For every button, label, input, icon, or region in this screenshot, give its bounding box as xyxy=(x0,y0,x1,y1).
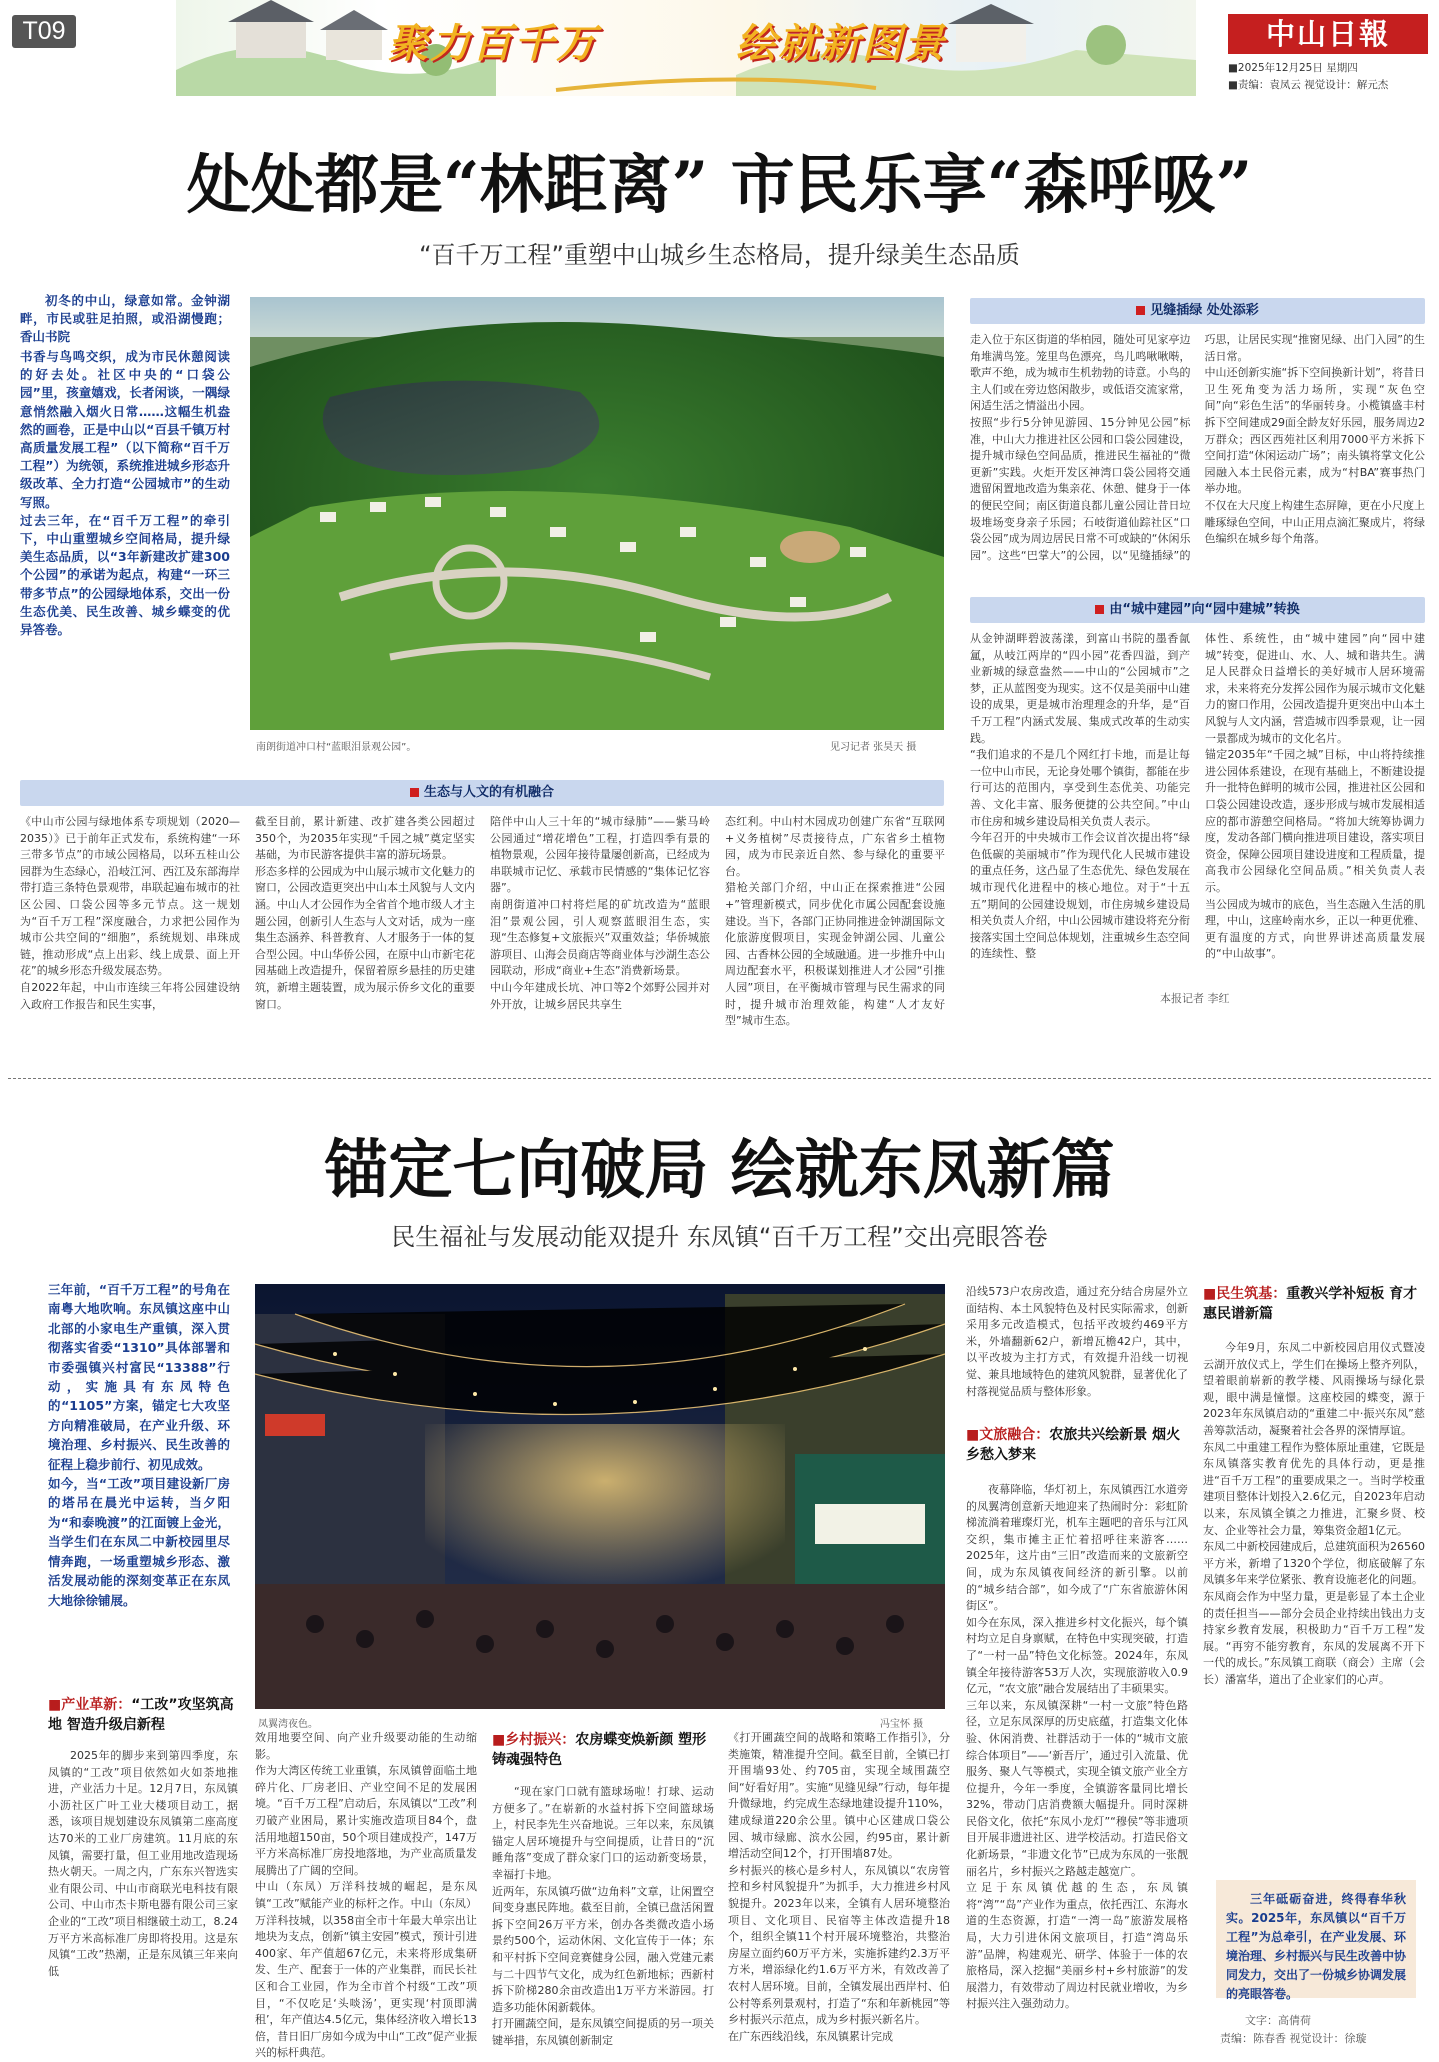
article1-section1-heading xyxy=(970,298,1425,324)
quarry-lake-park-image xyxy=(250,297,944,730)
article1-lead-body: 书香与鸟鸣交织，成为市民休憩阅读的好去处。社区中央的“口袋公园”里，孩童嬉戏，长者闲谈，一隅绿意悄然融入烟火日常……这幅生机盎然的画卷，正是中山以“百县千镇万村高质量发展工程”（以下简称“百千万工程”）为统领，系统推进城乡形态升级改革、全力打造“公园城市”的生动写照。 过去三年，在“百千万工程”的牵引下，中山重塑城乡空间格局，提升绿美生态品质，以“3年新建改扩建300个公园”的承诺为起点，构建“一环三带多节点”的公园绿地体系，交出一份生态优美、民生改善、城乡蝶变的优异答卷。 xyxy=(20,349,230,638)
article2-photo-credit: 冯宝怀 摄 xyxy=(880,1719,924,1730)
header-banner xyxy=(176,0,1196,96)
article2-mid-col2: 《打开圃蔬空间的战略和策略工作指引》，分类施策，精准提升空间。截至目前，全镇已打开围墙93处、约705亩，实现全域围蔬空间“好看好用”。实施“见缝见绿”行动，每年提升微绿地，约完成生态绿地建设提升110%，建成绿道220余公里。镇中心区建成口袋公园、城市绿廊、滨水公园，约95亩，累计新增活动空间12个，打开围墙87处。 乡村振兴的核心是乡村人，东凤镇以“农房管控和乡村风貌提升”为抓手，大力推进乡村风貌提升。2023年以来，全镇有人居环境整治项目、文化项目、民宿等主体改造提升18个，组织全镇11个村开展环境整治，共整治房屋立面约60万平方米，实施拆建约2.3万平方米，增添绿化约1.6万平方米，有效改善了农村人居环境。目前，全镇发展出西岸村、伯公村等系列景观村，打造了“东和年新桃园”等乡村振兴示范点，成为乡村振兴新名片。 在广东西线沿线，东凤镇累计完成 xyxy=(728,1731,950,2043)
article2-culture-body: 夜幕降临，华灯初上，东凤镇西江水道旁的凤翼湾创意新天地迎来了热闹时分：彩虹阶梯流淌着璀璨灯光，机车主题吧的音乐与江风交织，集市摊主正忙着招呼往来游客……2025年，这片由“三旧”改造而来的文旅新空间，成为东凤镇夜间经济的新引擎。以前的“城乡结合部”，如今成了“广东省旅游休闲街区”。 如今在东凤，深入推进乡村文化振兴，每个镇村均立足自身禀赋，在特色中实现突破，打造了“一村一品”特色文化标签。2024年，东凤镇全年接待游客53万人次，实现旅游收入0.9亿元，“农文旅”融合发展结出了丰硕果实。 三年以来，东凤镇深耕“一村一文旅”特色路径，立足东凤深厚的历史底蕴，打造集文化体验、休闲消费、社群活动于一体的“城市文旅综合体项目”——‘新吾厅’，通过引入流量、优服务、聚人气等模式，实现全镇文旅产业全方位提升，今年一季度，全镇游客量同比增长32%，带动门店消费额大幅提升。同时深耕民俗文化，依托“东凤小龙灯”“穆侯”等非遗项目开展非遗进社区、进学校活动。打造民俗文化新场景，“非遗文化节”已成为东凤的一张靓丽名片，乡村振兴之路越走越宽广。 立足于东凤镇优越的生态，东凤镇将“湾”“岛”产业作为重点，依托西江、东海水道的生态资源，打造“一湾一岛”旅游发展格局，大力引进休闲文旅项目，打造“湾岛乐游”品牌，构建观光、研学、体验于一体的农旅格局，深入挖掘“美丽乡村+乡村旅游”的发展潜力，有效带动了周边村民就业增收，为乡村振兴注入强劲动力。 xyxy=(966,1483,1188,2011)
article2-author: 文字：高倩荷 xyxy=(1245,2014,1311,2027)
red-square-icon xyxy=(1136,306,1145,315)
night-street-image xyxy=(255,1284,945,1709)
red-square-icon xyxy=(410,788,419,797)
article2-subtitle: 民生福祉与发展动能双提升 东凤镇“百千万工程”交出亮眼答卷 xyxy=(391,1223,1048,1251)
article2-editor: 责编：陈春香 视觉设计：徐璇 xyxy=(1220,2032,1367,2045)
article2-industry-heading xyxy=(48,1695,238,1735)
article1-headline: 处处都是“林距离” 市民乐享“森呼吸” xyxy=(186,148,1253,223)
article2-closing-box xyxy=(1216,1880,1416,2001)
section-heading-text: 见缝插绿 处处添彩 xyxy=(1150,303,1259,318)
banner-landscape-illustration xyxy=(176,0,1196,96)
banner-slogan-right: 绘就新图景 xyxy=(736,21,946,67)
article-divider xyxy=(8,1078,1431,1079)
banner-slogan-left: 聚力百千万 xyxy=(388,21,598,67)
section-heading-text: 生态与人文的有机融合 xyxy=(423,785,554,800)
section-title: “工改”攻坚筑高地 智造升级启新程 xyxy=(48,1697,234,1733)
article2-rural-body: “现在家门口就有篮球场啦！打球、运动方便多了。”在崭新的水益村拆下空间篮球场上，村民李先生兴奋地说。三年以来，东凤镇锚定人居环境提升与空间提质，让昔日的“沉睡角落”变成了群众家门口的运动新变场景，幸福打卡地。 近两年，东凤镇巧做“边角料”文章，让闲置空间变身惠民阵地。截至目前，全镇已盘活闲置拆下空间26万平方米，创办各类微改造小场景约500个，运动休闲、文化宣传于一体；东和平村拆下空间竞赛健身公园，融入党建元素与二十四节气文化，成为红色新地标；西新村拆下阶梯280余亩改造出1万平方米游园。打造多功能休闲新载体。 打开圃蔬空间，是东凤镇空间提质的另一项关键举措，东凤镇创新制定 xyxy=(492,1785,714,2047)
section-tag: ■乡村振兴： xyxy=(492,1732,576,1748)
section-heading-text: 由“城中建园”向“园中建城”转换 xyxy=(1109,602,1300,617)
article1-section2-body-b: 体性、系统性，由“城中建园”向“园中建城”转变，促进山、水、人、城和谐共生。满足人民群众日益增长的美好城市人居环境需求，未来将充分发挥公园作为展示城市文化魅力的窗口作用，公园改造提升更突出中山本土风貌与人文内涵，营造城市四季景观，让一园一景都成为城市的文化名片。 锚定2035年“千园之城”目标，中山将持续推进公园体系建设，在现有基础上，不断建设提升一批特色鲜明的城市公园，推进社区公园和口袋公园建设改造，逐步形成与城市发展相适应的都市游憩空间格局。“将加大统筹协调力度，发动各部门横向推进项目建设，落实项目资金，保障公园项目建设进度和工程质量，提高我市公园绿化空间品质。”相关负责人表示。 当公园成为城市的底色，当生态融入生活的肌理，中山，这座岭南水乡，正以一种更优雅、更有温度的方式，向世界讲述高质量发展的“中山故事”。 xyxy=(1205,632,1425,961)
section-title: 农旅共兴绘新景 烟火乡愁入梦来 xyxy=(966,1427,1181,1463)
article1-section3-col4: 态红利。中山村木园成功创建广东省“互联网+义务植树”尽责接待点，广东省乡土植物园，成为市民亲近自然、参与绿化的重要平台。 猎枪关部门介绍，中山正在探索推进“公园+”管理新模式，同步优化市属公园配套设施建设。当下，各部门正协同推进金钟湖国际文化旅游度假项目，实现金钟湖公园、儿童公园、古香林公园的全域融通。进一步推升中山周边配套水平，积极谋划推进人才公园“引推人园”项目，在平衡城市管理与民生需求的同时，提升城市治理效能，构建“人才友好型”城市生态。 xyxy=(725,815,945,1028)
article1-byline: 本报记者 李红 xyxy=(1160,992,1230,1005)
article2-closing-text: 三年砥砺奋进，终得春华秋实。2025年，东凤镇以“百千万工程”为总牵引，在产业发展、环境治理、乡村振兴与民生改善中协同发力，交出了一份城乡协调发展的亮眼答卷。 xyxy=(1226,1892,1407,2001)
article1-photo-caption: 南朗街道冲口村“蓝眼泪景观公园”。 xyxy=(256,742,417,753)
article1-photo xyxy=(250,297,944,730)
article2-rural-heading xyxy=(492,1730,714,1770)
article1-section2-heading xyxy=(970,597,1425,623)
newspaper-masthead: 中山日報 xyxy=(1228,14,1428,54)
article1-photo-credit: 见习记者 张昊天 摄 xyxy=(830,742,917,753)
section-title: 农房蝶变焕新颜 塑形铸魂强特色 xyxy=(492,1732,707,1768)
article2-headline: 锚定七向破局 绘就东凤新篇 xyxy=(324,1133,1115,1208)
article2-lead: 三年前，“百千万工程”的号角在南粤大地吹响。东凤镇这座中山北部的小家电生产重镇，深入贯彻落实省委“1310”具体部署和市委强镇兴村富民“13388”行动，实施具有东凤特色的“1105”方案，锚定七大攻坚方向精准破局，在产业升级、环境治理、乡村振兴、民生改善的征程上稳步前行、初见成效。 如今，当“工改”项目建设新厂房的塔吊在晨光中运转，当夕阳为“和泰晚渡”的江面镀上金光，当学生们在东凤二中新校园里尽情奔跑，一场重塑城乡形态、激活发展动能的深刻变革正在东凤大地徐徐铺展。 xyxy=(48,1282,230,1608)
section-title: 重教兴学补短板 育才惠民谱新篇 xyxy=(1203,1286,1418,1322)
article1-section2-body-a: 从金钟湖畔碧波荡漾，到富山书院的墨香氤氲，从岐江两岸的“四小园”花香四溢，到产业新城的绿意盎然——中山的“公园城市”之梦，正从蓝图变为现实。这不仅是美丽中山建设的成果，更是城市治理理念的升华，是“百千万工程”内涵式发展、集成式改革的生动实践。 “我们追求的不是几个网红打卡地，而是让每一位中山市民，无论身处哪个镇街，都能在步行可达的范围内，享受到生态优美、功能完善、文化丰富、服务便捷的公共空间。”中山市住房和城乡建设局相关负责人表示。 今年召开的中央城市工作会议首次提出将“绿色低碳的美丽城市”作为现代化人民城市建设的重点任务，这凸显了生态优先、绿色发展在城市现代化进程中的核心地位。对于“十五五”期间的公园建设规划，市住房城乡建设局相关负责人介绍，中山公园城市建设将充分衔接落实国土空间总体规划，注重城乡生态空间的连续性、整 xyxy=(970,632,1190,961)
page-number-badge: T09 xyxy=(12,15,76,48)
article2-industry-body: 2025年的脚步来到第四季度，东凤镇的“工改”项目依然如火如荼地推进，产业活力十足。12月7日，东凤镇小沥社区广叶工业大楼项目动工，据悉，该项目规划建设东凤镇第二座高度达70米的工业厂房建筑。11月底的东凤镇，需要打量，但工业用地改造现场热火朝天。一周之内，广东东兴智选实业有限公司、中山市商联光电科技有限公司、中山市杰卡斯电器有限公司三家企业的“工改”项目相继破土动工，8.24万平方米高标准厂房即将投用。这是东凤镇“工改”热潮，正是东凤镇三年来向低 xyxy=(48,1749,238,1978)
article1-section3-col3: 陪伴中山人三十年的“城市绿肺”——紫马岭公园通过“增花增色”工程，打造四季有景的植物景观，公园年接待量屡创新高，已经成为串联城市记忆、承载市民情感的“集体记忆容器”。 南朗街道冲口村将烂尾的矿坑改造为“蓝眼泪”景观公园，引人观察蓝眼泪生态，实现“生态修复+文旅振兴”双重效益；华侨城旅游项目、山海会员商店等商业体与沙湖生态公园联动，形成“商业+生态”消费新场景。 中山今年建成长坑、冲口等2个郊野公园并对外开放，让城乡居民共享生 xyxy=(490,815,710,1011)
article2-photo xyxy=(255,1284,945,1709)
section-tag: ■文旅融合： xyxy=(966,1427,1050,1443)
article2-photo-caption: 凤翼湾夜色。 xyxy=(258,1719,318,1730)
red-square-icon xyxy=(1095,605,1104,614)
article1-section1-body: 走入位于东区街道的华柏园，随处可见家亭边角堆满鸟笼。笼里鸟色漂亮，鸟儿鸣啾啾啭，歌声不绝，成为城市生机勃勃的诗意。小鸟的主人们或在旁边悠闲散步，或低语交流家常，闲适生活之情溢出小园。 按照“步行5分钟见游园、15分钟见公园”标准，中山大力推进社区公园和口袋公园建设，提升城市绿色空间品质，推进民生福祉的“微更新”实践。火炬开发区神湾口袋公园将交通遗留闲置地改造为集亲花、休憩、健身于一体的便民空间；南区街道良都儿童公园让昔日垃圾堆场变身亲子乐园；石岐街道仙踪社区“口袋公园”成为周边居民日常不可或缺的“休闲乐园”。这些“巴掌大”的公园，以“见缝插绿”的巧思，让居民实现“推窗见绿、出门入园”的生活日常。 中山还创新实施“拆下空间换新计划”，将昔日卫生死角变为活力场所，实现“灰色空间”向“彩色生活”的华丽转身。小榄镇盛丰村拆下空间建成29面全龄友好乐园，服务周边2万群众；西区西苑社区利用7000平方米拆下空间打造“休闲运动广场”；南头镇将掌文化公园融入本土民俗元素，成为“村BA”赛事热门举办地。 不仅在大尺度上构建生态屏障，更在小尺度上雕琢绿色空间，中山正用点滴汇聚成片，将绿色编织在城乡每个角落。 xyxy=(970,333,1425,562)
article2-livelihood-body: 今年9月，东凤二中新校园启用仪式暨凌云湖开放仪式上，学生们在操场上整齐列队，望着眼前崭新的教学楼、风雨操场与绿化景观，眼中满是憧憬。这座校园的蝶变，源于2023年东凤镇启动的“重建二中·振兴东凤”慈善筹款活动，凝聚着社会各界的深情厚谊。 东凤二中重建工程作为整体原址重建，它既是东凤镇落实教育优先的具体行动，更是推进“百千万工程”的重要成果之一。当时学校重建项目整体计划投入2.6亿元，自2023年启动以来，东凤镇全镇之力推进，汇聚乡贤、校友、企业等社会力量，筹集资金超1亿元。 东凤二中新校园建成后，总建筑面积为26560平方米，新增了1320个学位，彻底破解了东凤镇多年来学位紧张、教育设施老化的问题。 东凤商会作为中坚力量，更是彰显了本土企业的责任担当——部分会员企业持续出钱出力支持家乡教育发展，积极助力“百千万工程”发展。“再穷不能穷教育，东凤的发展离不开下一代的成长。”东凤镇工商联（商会）主席（会长）潘富华，道出了企业家们的心声。 xyxy=(1203,1341,1425,1686)
article2-mid-col1: 效用地要空间、向产业升级要动能的生动缩影。 作为大湾区传统工业重镇，东凤镇曾面临土地碎片化、厂房老旧、产业空间不足的发展困境。“百千万工程”启动后，东凤镇以“工改”利刃破产业困局，累计实施改造项目84个，盘活用地超150亩，50个项目建成投产，147万平方米高标准厂房投地落地，为产业高质量发展腾出了广阔的空间。 中山（东凤）万洋科技城的崛起，是东凤镇“工改”赋能产业的标杆之作。中山（东凤）万洋科技城，以358亩全市十年最大单宗出让地块为支点，创新“镇主安园”模式，预计引进400家、年产值超67亿元，未来将形成集研发、生产、配套于一体的产业集群，而民长社区和合工业园，作为全市首个村级“工改”项目，“不仅吃足‘头啖汤’，更实现‘村顶即满租’，年产值达4.5亿元，集体经济收入增长13倍，昔日旧厂房如今成为中山“工改”促产业振兴的标杆典范。 xyxy=(255,1731,477,2060)
section-tag: ■产业革新： xyxy=(48,1697,132,1713)
article1-subtitle: “百千万工程”重塑中山城乡生态格局，提升绿美生态品质 xyxy=(419,241,1020,269)
article2-mid-col3: 沿线573户农房改造，通过充分结合房屋外立面结构、本土风貌特色及村民实际需求，创新采用多元改造模式，包括平改坡约469平方米，外墙翻新62户，新增瓦檐42户，其中，以平改坡为主打方式，有效提升沿线一切视觉、兼具地域特色的建筑风貌群，显著优化了村落视觉品质与整体形象。 xyxy=(966,1285,1188,1398)
issue-date: ■2025年12月25日 星期四 xyxy=(1228,62,1358,74)
article2-livelihood-heading xyxy=(1203,1284,1425,1324)
article1-section3-col2: 截至目前，累计新建、改扩建各类公园超过350个，为2035年实现“千园之城”奠定坚实基础，为市民游客提供丰富的游玩场景。 形态多样的公园成为中山展示城市文化魅力的窗口，公园改造更突出中山本土风貌与人文内涵。中山人才公园作为全省首个地市级人才主题公园，创新引人生态与人文对话，成为一座集生态涵养、科普教育、人才服务于一体的复合型公园。中山华侨公园，在原中山市新宅花园基础上改造提升，保留着原乡悬挂的历史建筑，新增主题装置，成为展示侨乡文化的重要窗口。 xyxy=(255,815,475,1011)
article1-lead: 初冬的中山，绿意如常。金钟湖畔，市民或驻足拍照，或沿湖慢跑；香山书院 xyxy=(20,293,230,345)
article1-section3-heading xyxy=(20,780,944,806)
article1-section3-col1: 《中山市公园与绿地体系专项规划（2020—2035）》已于前年正式发布，系统构建“一环三带多节点”的市域公园格局，以环五桂山公园群为生态绿心，沿岐江河、西江及东部海岸带打造三条特色景观带，串联起遍布城市的社区公园、口袋公园等多元节点。这一规划为“百千万工程”深度融合，力求把公园作为城市公共空间的“细胞”，系统规划、串珠成链，推动形成“点上出彩、线上成景、面上开花”的城乡形态升级发展态势。 自2022年起，中山市连续三年将公园建设纳入政府工作报告和民生实事， xyxy=(20,815,240,1011)
section-tag: ■民生筑基： xyxy=(1203,1286,1287,1302)
page-editor: ■责编：袁凤云 视觉设计：解元杰 xyxy=(1228,79,1389,91)
article2-culture-heading xyxy=(966,1425,1188,1465)
